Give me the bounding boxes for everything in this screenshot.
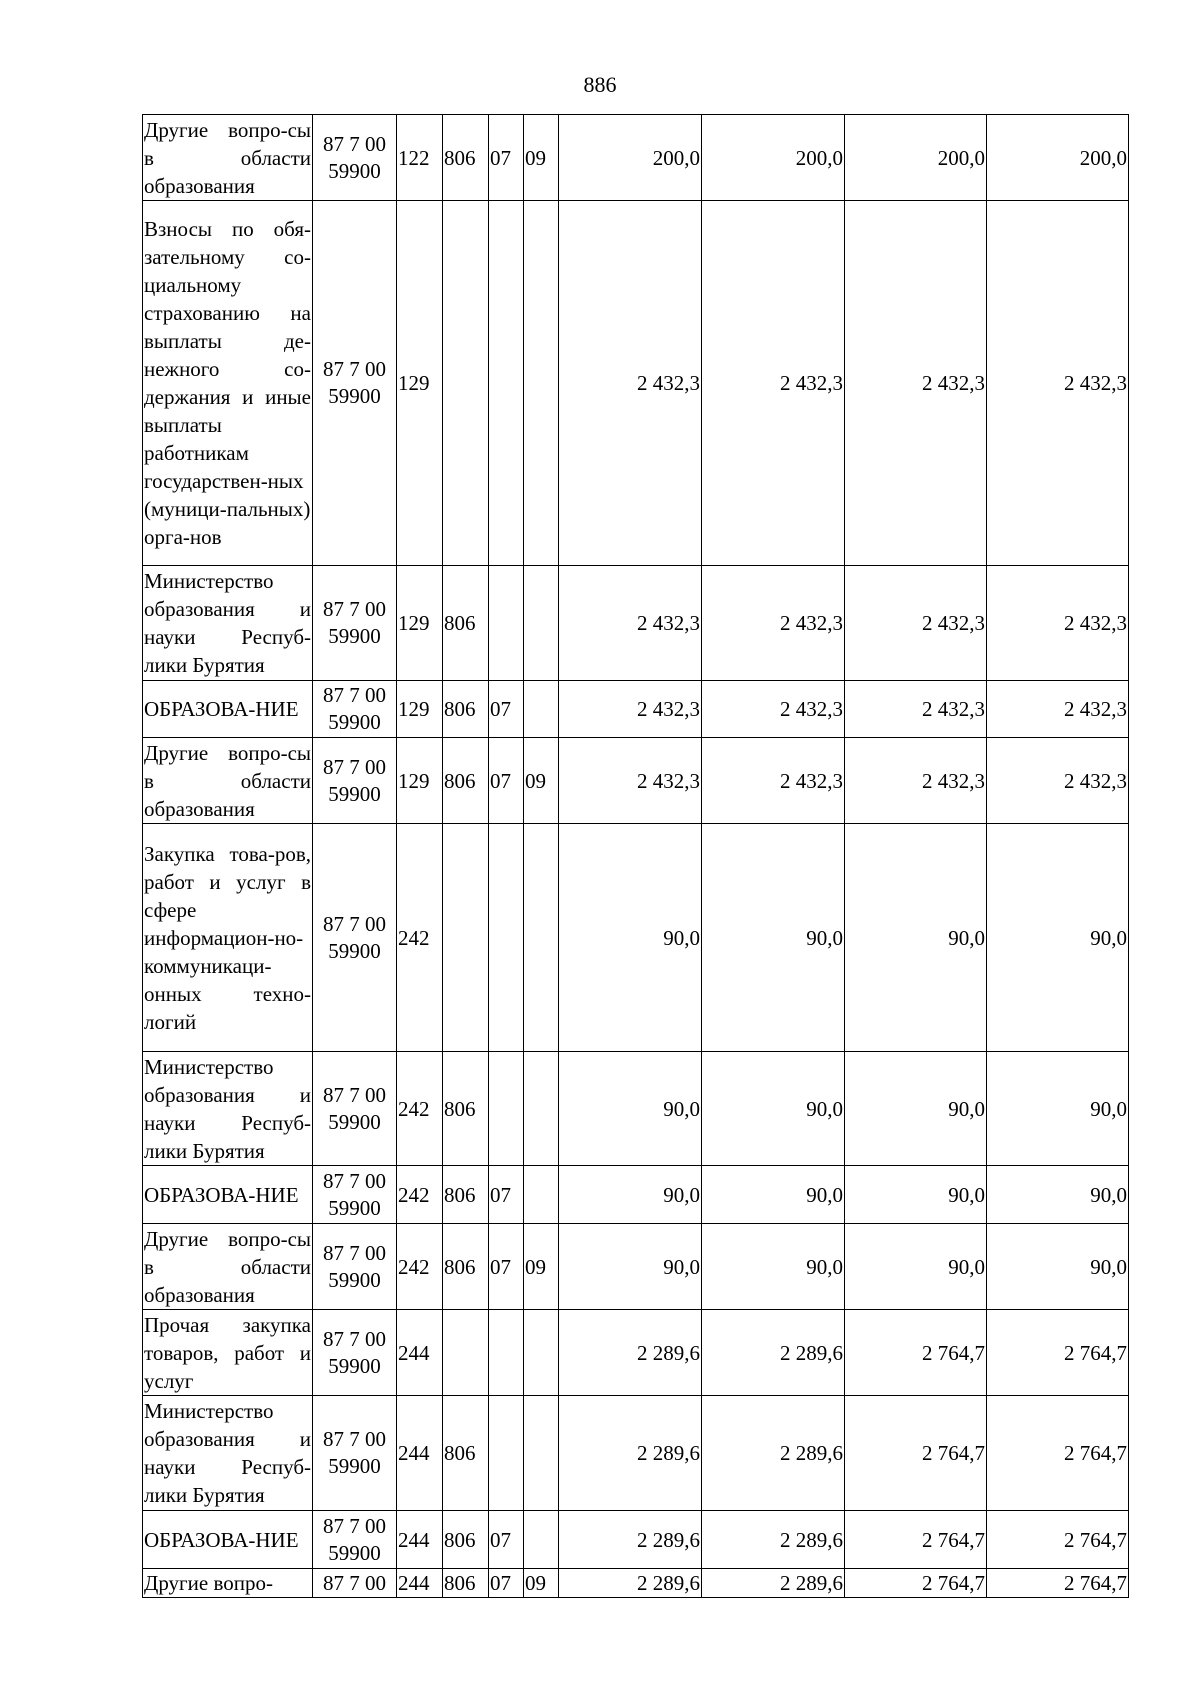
cell-vr: 242 (397, 1052, 443, 1166)
table-row (143, 824, 1129, 1052)
cell-name: Другие вопро-сы в области образования (143, 115, 313, 201)
cell-value-1: 2 432,3 (559, 566, 702, 681)
cell-value-2: 90,0 (702, 1166, 845, 1224)
cell-grbs: 806 (443, 1569, 489, 1598)
cell-grbs: 806 (443, 566, 489, 681)
table-row (143, 1310, 1129, 1396)
cell-name: Министерство образования и науки Респуб-лики Бурятия (143, 566, 313, 681)
table-row (143, 681, 1129, 738)
cell-value-2: 2 432,3 (702, 201, 845, 566)
cell-value-4: 2 432,3 (987, 681, 1129, 738)
cell-value-1: 2 432,3 (559, 738, 702, 824)
cell-grbs: 806 (443, 738, 489, 824)
cell-value-1: 90,0 (559, 824, 702, 1052)
cell-name: Министерство образования и науки Респуб-лики Бурятия (143, 1052, 313, 1166)
cell-name: Другие вопро- (143, 1569, 313, 1598)
cell-rz: 07 (489, 681, 524, 738)
cell-pr (524, 201, 559, 566)
cell-value-3: 2 764,7 (845, 1511, 987, 1569)
cell-pr (524, 1052, 559, 1166)
cell-value-1: 90,0 (559, 1224, 702, 1310)
table-row (143, 1396, 1129, 1511)
cell-value-1: 90,0 (559, 1166, 702, 1224)
cell-vr: 129 (397, 681, 443, 738)
table-row (143, 1569, 1129, 1598)
cell-value-2: 2 289,6 (702, 1511, 845, 1569)
cell-name: Министерство образования и науки Респуб-лики Бурятия (143, 1396, 313, 1511)
cell-value-4: 2 764,7 (987, 1310, 1129, 1396)
cell-value-3: 2 432,3 (845, 738, 987, 824)
cell-value-4: 2 432,3 (987, 566, 1129, 681)
cell-rz (489, 1310, 524, 1396)
cell-value-3: 2 432,3 (845, 201, 987, 566)
cell-csr: 87 7 00 (313, 1569, 397, 1598)
cell-value-3: 2 432,3 (845, 566, 987, 681)
cell-csr: 87 7 00 59900 (313, 1224, 397, 1310)
cell-rz: 07 (489, 1511, 524, 1569)
table-row (143, 1511, 1129, 1569)
cell-pr (524, 1511, 559, 1569)
cell-name: Взносы по обя-зательному со-циальному страхованию на выплаты де-нежного со-держания и иные выплаты работникам государствен-ных (муници-пальных) орга-нов (143, 201, 313, 566)
cell-name: Другие вопро-сы в области образования (143, 1224, 313, 1310)
cell-value-1: 2 289,6 (559, 1396, 702, 1511)
cell-value-3: 90,0 (845, 1166, 987, 1224)
cell-value-2: 90,0 (702, 1052, 845, 1166)
cell-pr: 09 (524, 738, 559, 824)
cell-rz (489, 1052, 524, 1166)
cell-csr: 87 7 00 59900 (313, 1166, 397, 1224)
cell-rz: 07 (489, 1166, 524, 1224)
cell-vr: 244 (397, 1511, 443, 1569)
cell-value-2: 200,0 (702, 115, 845, 201)
cell-rz: 07 (489, 738, 524, 824)
cell-value-2: 90,0 (702, 824, 845, 1052)
cell-value-1: 200,0 (559, 115, 702, 201)
cell-csr: 87 7 00 59900 (313, 681, 397, 738)
table-row (143, 566, 1129, 681)
cell-value-1: 2 432,3 (559, 201, 702, 566)
cell-csr: 87 7 00 59900 (313, 1310, 397, 1396)
table-row (143, 115, 1129, 201)
cell-grbs: 806 (443, 1511, 489, 1569)
cell-grbs: 806 (443, 1396, 489, 1511)
cell-rz (489, 824, 524, 1052)
cell-vr: 242 (397, 1166, 443, 1224)
cell-value-2: 2 289,6 (702, 1310, 845, 1396)
cell-value-3: 2 764,7 (845, 1569, 987, 1598)
cell-vr: 242 (397, 824, 443, 1052)
table-row (143, 1224, 1129, 1310)
cell-value-2: 2 289,6 (702, 1396, 845, 1511)
cell-value-4: 90,0 (987, 1052, 1129, 1166)
cell-csr: 87 7 00 59900 (313, 201, 397, 566)
cell-value-1: 90,0 (559, 1052, 702, 1166)
cell-pr (524, 1166, 559, 1224)
cell-vr: 122 (397, 115, 443, 201)
cell-vr: 129 (397, 566, 443, 681)
cell-value-3: 90,0 (845, 1224, 987, 1310)
table-row (143, 1052, 1129, 1166)
cell-value-1: 2 289,6 (559, 1310, 702, 1396)
cell-csr: 87 7 00 59900 (313, 1396, 397, 1511)
cell-vr: 244 (397, 1310, 443, 1396)
cell-vr: 129 (397, 738, 443, 824)
cell-name: Другие вопро-сы в области образования (143, 738, 313, 824)
cell-value-4: 2 764,7 (987, 1396, 1129, 1511)
cell-pr (524, 566, 559, 681)
budget-table (142, 114, 1129, 1598)
cell-csr: 87 7 00 59900 (313, 738, 397, 824)
cell-pr (524, 824, 559, 1052)
cell-value-1: 2 432,3 (559, 681, 702, 738)
cell-pr (524, 1310, 559, 1396)
cell-value-2: 2 432,3 (702, 566, 845, 681)
table-row (143, 1166, 1129, 1224)
cell-value-2: 90,0 (702, 1224, 845, 1310)
cell-name: Закупка това-ров, работ и услуг в сфере информацион-но-коммуникаци-онных техно-логий (143, 824, 313, 1052)
cell-value-4: 200,0 (987, 115, 1129, 201)
cell-pr (524, 681, 559, 738)
cell-value-4: 90,0 (987, 1166, 1129, 1224)
cell-grbs: 806 (443, 1166, 489, 1224)
cell-vr: 244 (397, 1569, 443, 1598)
cell-csr: 87 7 00 59900 (313, 824, 397, 1052)
cell-rz: 07 (489, 1569, 524, 1598)
cell-csr: 87 7 00 59900 (313, 1052, 397, 1166)
cell-value-3: 90,0 (845, 1052, 987, 1166)
table-row (143, 201, 1129, 566)
cell-value-2: 2 432,3 (702, 738, 845, 824)
cell-name: ОБРАЗОВА-НИЕ (143, 1166, 313, 1224)
cell-rz (489, 1396, 524, 1511)
cell-value-4: 2 764,7 (987, 1569, 1129, 1598)
cell-grbs (443, 201, 489, 566)
cell-vr: 242 (397, 1224, 443, 1310)
cell-value-2: 2 289,6 (702, 1569, 845, 1598)
table-row (143, 738, 1129, 824)
cell-value-3: 2 764,7 (845, 1396, 987, 1511)
cell-value-1: 2 289,6 (559, 1511, 702, 1569)
cell-rz (489, 201, 524, 566)
cell-grbs: 806 (443, 1052, 489, 1166)
cell-grbs (443, 824, 489, 1052)
cell-value-3: 200,0 (845, 115, 987, 201)
cell-value-4: 2 764,7 (987, 1511, 1129, 1569)
cell-csr: 87 7 00 59900 (313, 566, 397, 681)
cell-value-2: 2 432,3 (702, 681, 845, 738)
cell-csr: 87 7 00 59900 (313, 115, 397, 201)
cell-pr: 09 (524, 115, 559, 201)
cell-vr: 244 (397, 1396, 443, 1511)
cell-rz (489, 566, 524, 681)
cell-value-4: 90,0 (987, 824, 1129, 1052)
cell-rz: 07 (489, 115, 524, 201)
cell-value-4: 2 432,3 (987, 738, 1129, 824)
cell-grbs: 806 (443, 681, 489, 738)
cell-value-4: 90,0 (987, 1224, 1129, 1310)
cell-pr: 09 (524, 1224, 559, 1310)
cell-name: ОБРАЗОВА-НИЕ (143, 681, 313, 738)
cell-value-1: 2 289,6 (559, 1569, 702, 1598)
cell-csr: 87 7 00 59900 (313, 1511, 397, 1569)
cell-pr (524, 1396, 559, 1511)
cell-value-3: 90,0 (845, 824, 987, 1052)
page-number: 886 (583, 72, 617, 97)
cell-grbs (443, 1310, 489, 1396)
cell-rz: 07 (489, 1224, 524, 1310)
cell-value-3: 2 432,3 (845, 681, 987, 738)
cell-pr: 09 (524, 1569, 559, 1598)
cell-name: Прочая закупка товаров, работ и услуг (143, 1310, 313, 1396)
cell-grbs: 806 (443, 115, 489, 201)
cell-vr: 129 (397, 201, 443, 566)
cell-value-4: 2 432,3 (987, 201, 1129, 566)
cell-grbs: 806 (443, 1224, 489, 1310)
cell-name: ОБРАЗОВА-НИЕ (143, 1511, 313, 1569)
cell-value-3: 2 764,7 (845, 1310, 987, 1396)
